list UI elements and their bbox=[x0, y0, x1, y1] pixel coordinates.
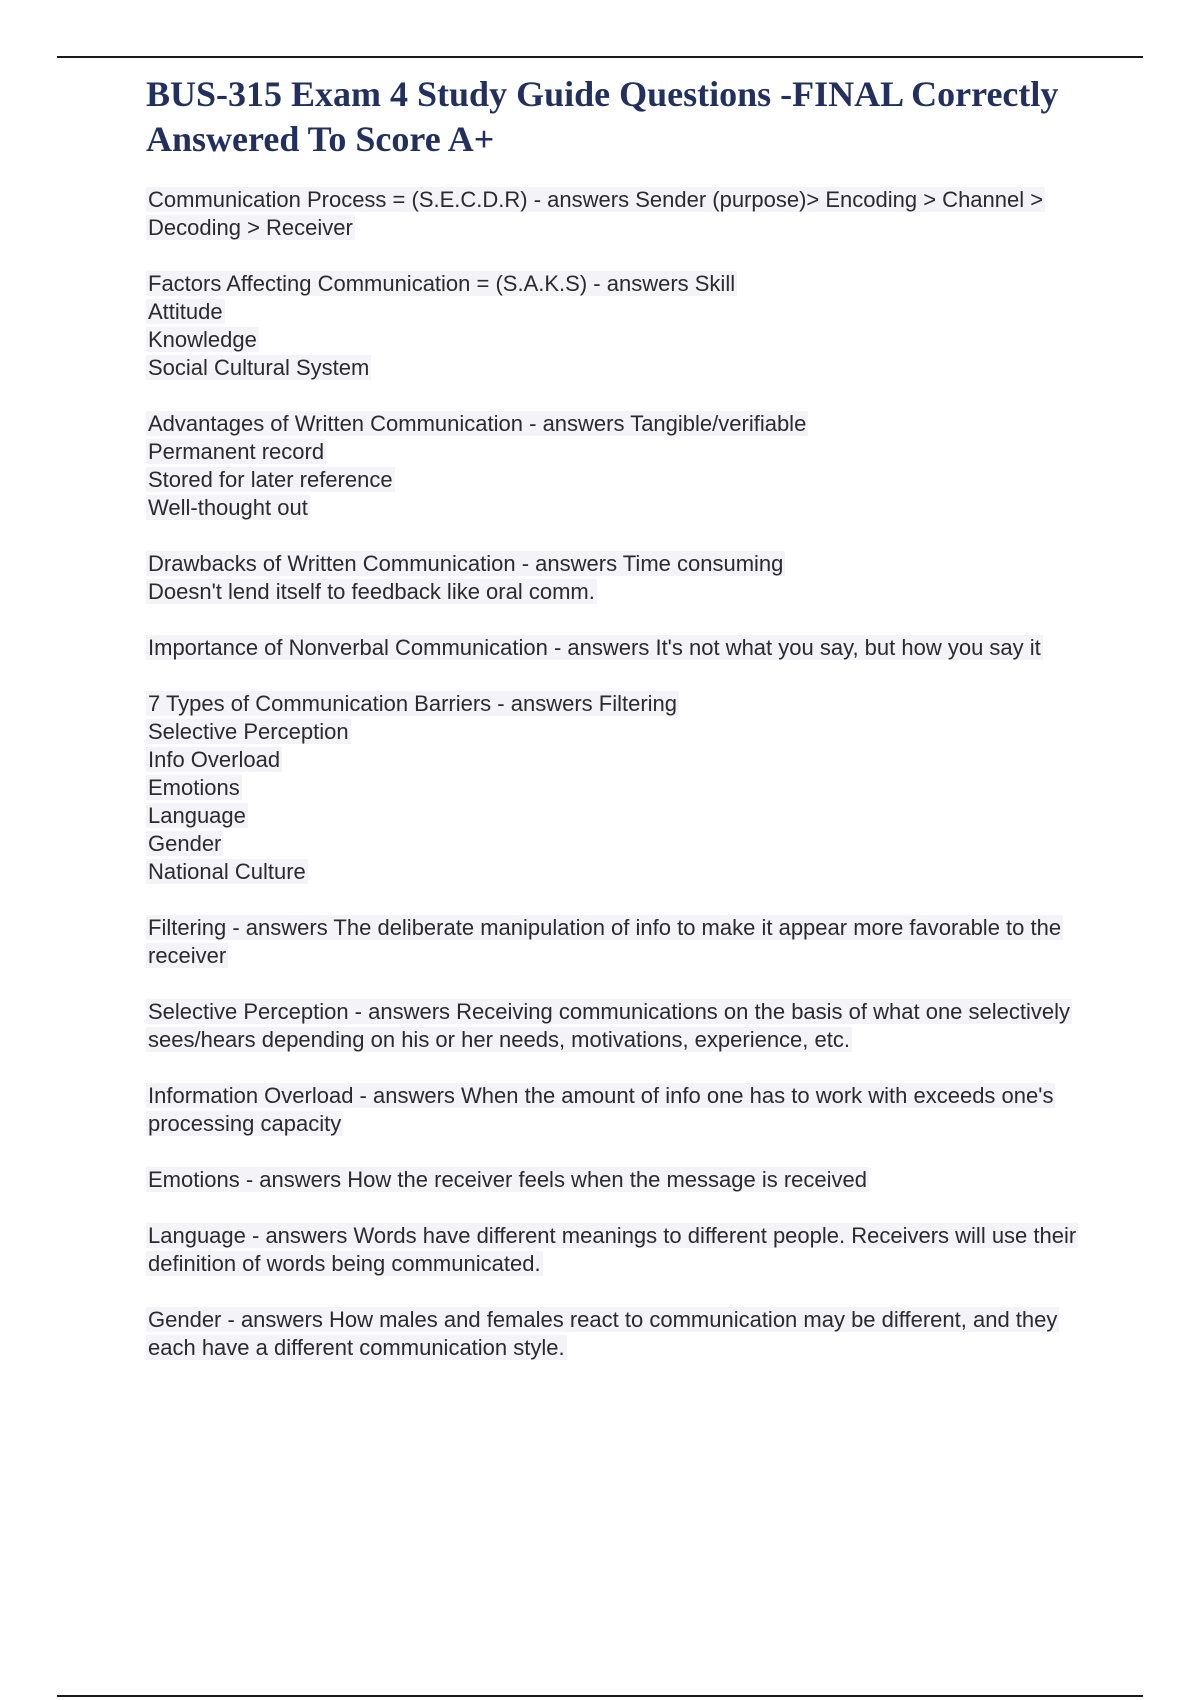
highlighted-text bbox=[146, 999, 1072, 1052]
highlighted-text bbox=[146, 719, 351, 744]
answer-line bbox=[146, 494, 1096, 522]
highlighted-text bbox=[146, 1167, 869, 1192]
highlighted-text bbox=[146, 775, 242, 800]
qa-first-line bbox=[146, 410, 1096, 438]
answer-text: answers How males and females react to communication may be different, and they each have a different communication style. bbox=[148, 1307, 1058, 1360]
highlighted-text bbox=[146, 691, 679, 716]
highlighted-text bbox=[146, 187, 1045, 240]
answer-line bbox=[146, 746, 1096, 774]
qa-entry bbox=[146, 634, 1096, 662]
answer-text: answers When the amount of info one has to work with exceeds one's processing capacity bbox=[148, 1083, 1054, 1136]
answer-text: answers The deliberate manipulation of info to make it appear more favorable to the receiver bbox=[148, 915, 1062, 968]
qa-entry bbox=[146, 914, 1096, 970]
highlighted-text bbox=[146, 551, 785, 576]
qa-first-line bbox=[146, 1306, 1096, 1362]
answer-line bbox=[146, 578, 1096, 606]
bottom-rule bbox=[57, 1695, 1143, 1697]
question-text: Filtering - bbox=[148, 915, 246, 940]
answer-text: Permanent record bbox=[148, 439, 325, 464]
qa-first-line bbox=[146, 690, 1096, 718]
answer-line bbox=[146, 326, 1096, 354]
highlighted-text bbox=[146, 859, 308, 884]
answer-line bbox=[146, 774, 1096, 802]
highlighted-text bbox=[146, 439, 326, 464]
question-text: Importance of Nonverbal Communication - bbox=[148, 635, 568, 660]
answer-text: answers How the receiver feels when the message is received bbox=[259, 1167, 867, 1192]
highlighted-text bbox=[146, 1083, 1055, 1136]
answer-text: Stored for later reference bbox=[148, 467, 393, 492]
answer-text: answers Sender (purpose)> Encoding > Channel > Decoding > Receiver bbox=[148, 187, 1044, 240]
qa-first-line bbox=[146, 914, 1096, 970]
highlighted-text bbox=[146, 635, 1043, 660]
question-text: Selective Perception - bbox=[148, 999, 369, 1024]
highlighted-text bbox=[146, 1307, 1059, 1360]
highlighted-text bbox=[146, 355, 371, 380]
answer-text: Doesn't lend itself to feedback like oral comm. bbox=[148, 579, 595, 604]
answer-text: answers Tangible/verifiable bbox=[542, 411, 807, 436]
question-text: Emotions - bbox=[148, 1167, 260, 1192]
highlighted-text bbox=[146, 495, 310, 520]
highlighted-text bbox=[146, 831, 223, 856]
answer-text: answers It's not what you say, but how you say it bbox=[567, 635, 1041, 660]
answer-text: Well-thought out bbox=[148, 495, 308, 520]
answer-text: Selective Perception bbox=[148, 719, 349, 744]
qa-first-line bbox=[146, 550, 1096, 578]
qa-first-line bbox=[146, 1166, 1096, 1194]
answer-text: Gender bbox=[148, 831, 222, 856]
question-text: Communication Process = (S.E.C.D.R) - bbox=[148, 187, 548, 212]
qa-first-line bbox=[146, 1082, 1096, 1138]
question-text: Gender - bbox=[148, 1307, 241, 1332]
qa-first-line bbox=[146, 270, 1096, 298]
answer-line bbox=[146, 466, 1096, 494]
answer-line bbox=[146, 802, 1096, 830]
answer-text: Knowledge bbox=[148, 327, 257, 352]
qa-first-line bbox=[146, 998, 1096, 1054]
answer-text: National Culture bbox=[148, 859, 306, 884]
answer-text: Info Overload bbox=[148, 747, 281, 772]
qa-entry bbox=[146, 1082, 1096, 1138]
answer-text: answers Words have different meanings to different people. Receivers will use their definition of words being communicated. bbox=[148, 1223, 1077, 1276]
highlighted-text bbox=[146, 803, 248, 828]
answer-line bbox=[146, 830, 1096, 858]
answer-line bbox=[146, 298, 1096, 326]
document-page bbox=[146, 72, 1096, 1390]
answer-text: Emotions bbox=[148, 775, 240, 800]
highlighted-text bbox=[146, 271, 737, 296]
highlighted-text bbox=[146, 299, 225, 324]
question-text: 7 Types of Communication Barriers - bbox=[148, 691, 511, 716]
qa-entry bbox=[146, 690, 1096, 886]
answer-text: answers Time consuming bbox=[535, 551, 784, 576]
highlighted-text bbox=[146, 579, 597, 604]
qa-first-line bbox=[146, 186, 1096, 242]
highlighted-text bbox=[146, 411, 808, 436]
highlighted-text bbox=[146, 747, 282, 772]
qa-list bbox=[146, 186, 1096, 1362]
answer-text: Attitude bbox=[148, 299, 223, 324]
qa-entry bbox=[146, 1306, 1096, 1362]
answer-text: Social Cultural System bbox=[148, 355, 370, 380]
qa-entry bbox=[146, 1166, 1096, 1194]
answer-line bbox=[146, 858, 1096, 886]
qa-entry bbox=[146, 1222, 1096, 1278]
highlighted-text bbox=[146, 467, 395, 492]
highlighted-text bbox=[146, 915, 1063, 968]
question-text: Drawbacks of Written Communication - bbox=[148, 551, 536, 576]
question-text: Factors Affecting Communication = (S.A.K.S) - bbox=[148, 271, 607, 296]
question-text: Information Overload - bbox=[148, 1083, 373, 1108]
qa-first-line bbox=[146, 634, 1096, 662]
answer-text: Language bbox=[148, 803, 246, 828]
qa-first-line bbox=[146, 1222, 1096, 1278]
highlighted-text bbox=[146, 327, 259, 352]
answer-text: answers Skill bbox=[606, 271, 736, 296]
answer-text: answers Filtering bbox=[510, 691, 678, 716]
question-text: Advantages of Written Communication - bbox=[148, 411, 543, 436]
answer-line bbox=[146, 354, 1096, 382]
question-text: Language - bbox=[148, 1223, 266, 1248]
highlighted-text bbox=[146, 1223, 1078, 1276]
qa-entry bbox=[146, 998, 1096, 1054]
qa-entry bbox=[146, 410, 1096, 522]
answer-line bbox=[146, 718, 1096, 746]
answer-text: answers Receiving communications on the basis of what one selectively sees/hears depending on his or her needs, motivations, experience, etc. bbox=[148, 999, 1071, 1052]
answer-line bbox=[146, 438, 1096, 466]
document-title: BUS-315 Exam 4 Study Guide Questions -FINAL Correctly Answered To Score A+ bbox=[146, 74, 1059, 159]
qa-entry bbox=[146, 550, 1096, 606]
qa-entry bbox=[146, 270, 1096, 382]
qa-entry bbox=[146, 186, 1096, 242]
top-rule bbox=[57, 56, 1143, 58]
